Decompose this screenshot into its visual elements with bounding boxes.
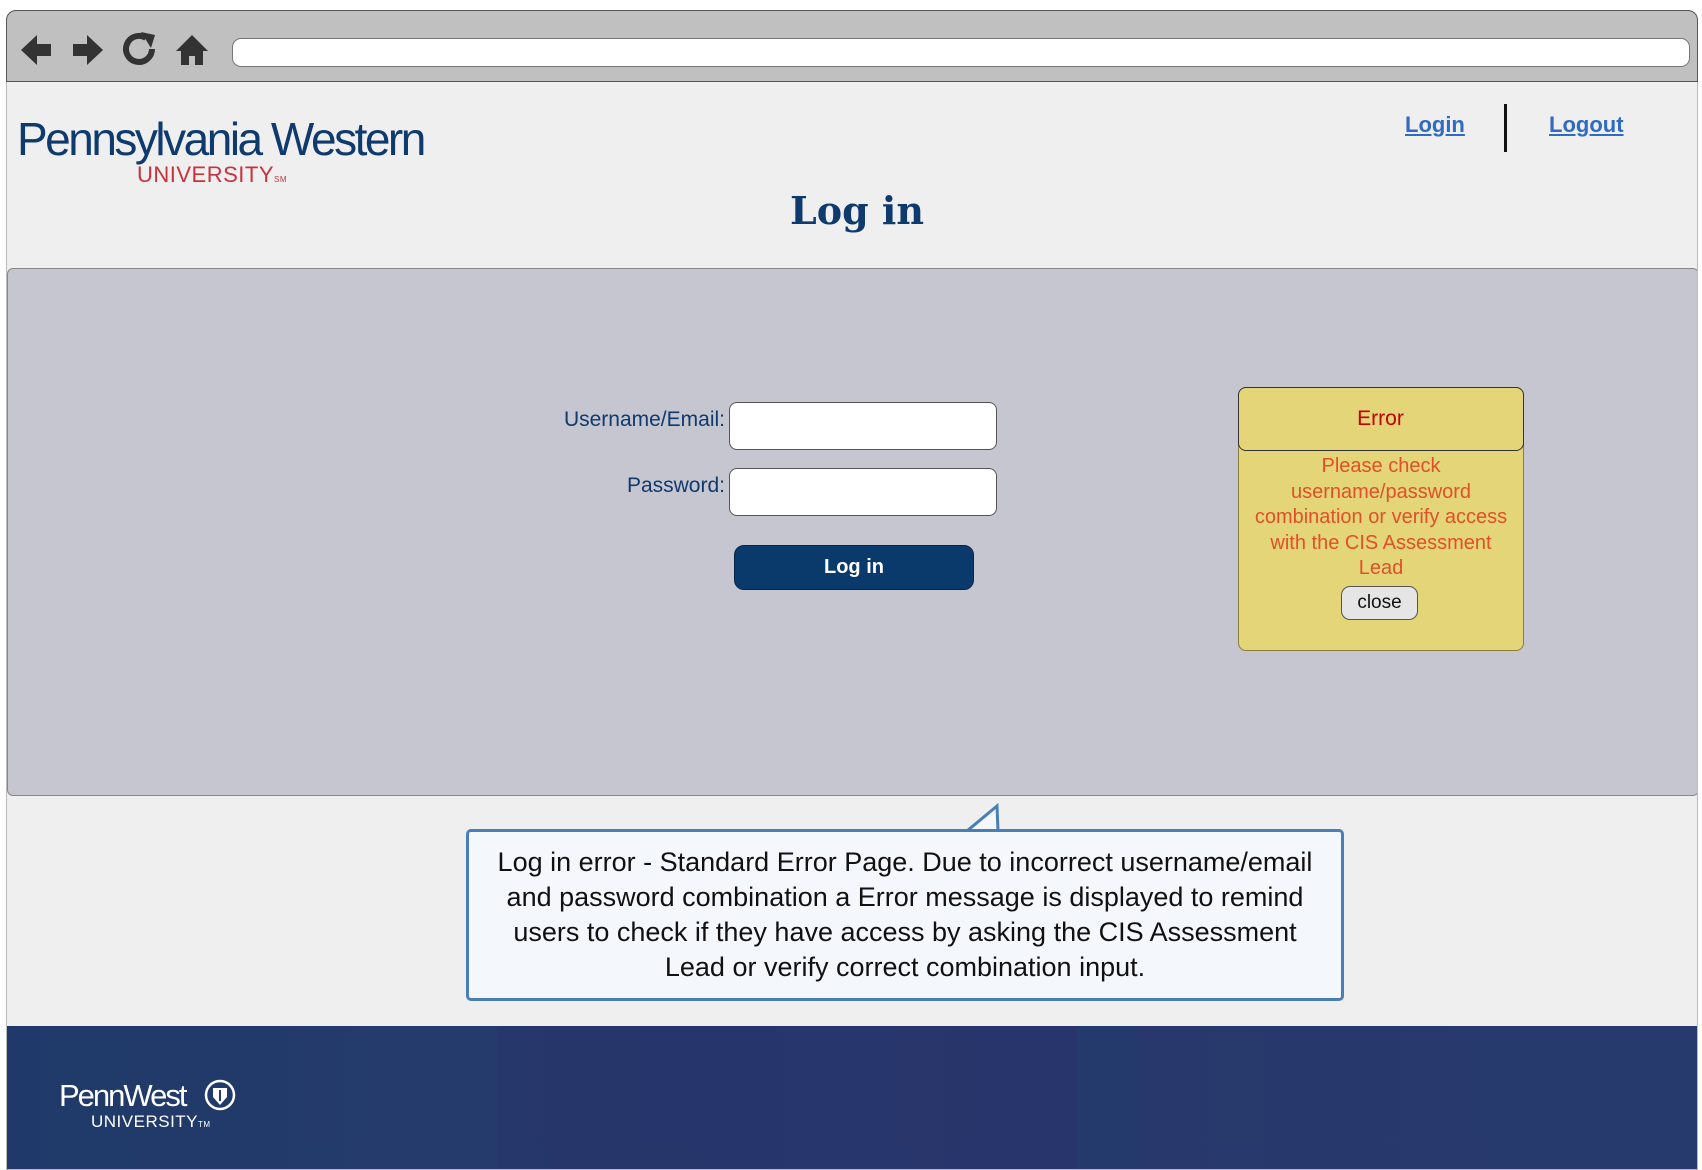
logo-subtext: UNIVERSITYSM	[137, 162, 288, 187]
footer-panel	[497, 1026, 1077, 1170]
username-input[interactable]	[729, 402, 997, 450]
logo-wordmark: Pennsylvania Western	[17, 113, 424, 165]
page	[6, 82, 1698, 1170]
nav-divider	[1504, 104, 1507, 152]
login-link[interactable]: Login	[1405, 112, 1465, 137]
page-title: Log in	[790, 188, 924, 233]
footer-logo	[59, 1078, 259, 1138]
forward-arrow-icon[interactable]	[67, 29, 109, 71]
error-message: Please check username/password combination or verify access with the CIS Assessment Lead	[1254, 455, 1508, 579]
home-icon[interactable]	[171, 29, 213, 71]
browser-toolbar	[6, 10, 1698, 82]
callout-pointer	[967, 798, 1017, 832]
login-button[interactable]: Log in	[734, 545, 974, 590]
password-input[interactable]	[729, 468, 997, 516]
annotation-text: Log in error - Standard Error Page. Due to incorrect username/email and password combination a Error message is displayed to remind users to check if they have access by asking the CIS Assessment Lead or verify correct combination input.	[497, 847, 1313, 982]
footer-panel	[1077, 1026, 1137, 1170]
error-popup	[1238, 387, 1524, 651]
close-button[interactable]: close	[1341, 586, 1418, 620]
university-logo	[17, 112, 424, 187]
back-arrow-icon[interactable]	[15, 29, 57, 71]
footer	[7, 1026, 1698, 1170]
seal-icon	[203, 1078, 237, 1112]
footer-logo-subtext: UNIVERSITYTM	[91, 1112, 211, 1131]
annotation-callout	[466, 829, 1344, 1001]
username-label: Username/Email:	[563, 408, 725, 431]
password-label: Password:	[626, 474, 725, 497]
error-title: Error	[1238, 387, 1524, 451]
footer-logo-wordmark: PennWest	[59, 1078, 186, 1113]
address-bar[interactable]	[232, 38, 1690, 67]
login-panel	[7, 268, 1698, 796]
logout-link[interactable]: Logout	[1549, 112, 1624, 137]
reload-icon[interactable]	[119, 29, 161, 71]
